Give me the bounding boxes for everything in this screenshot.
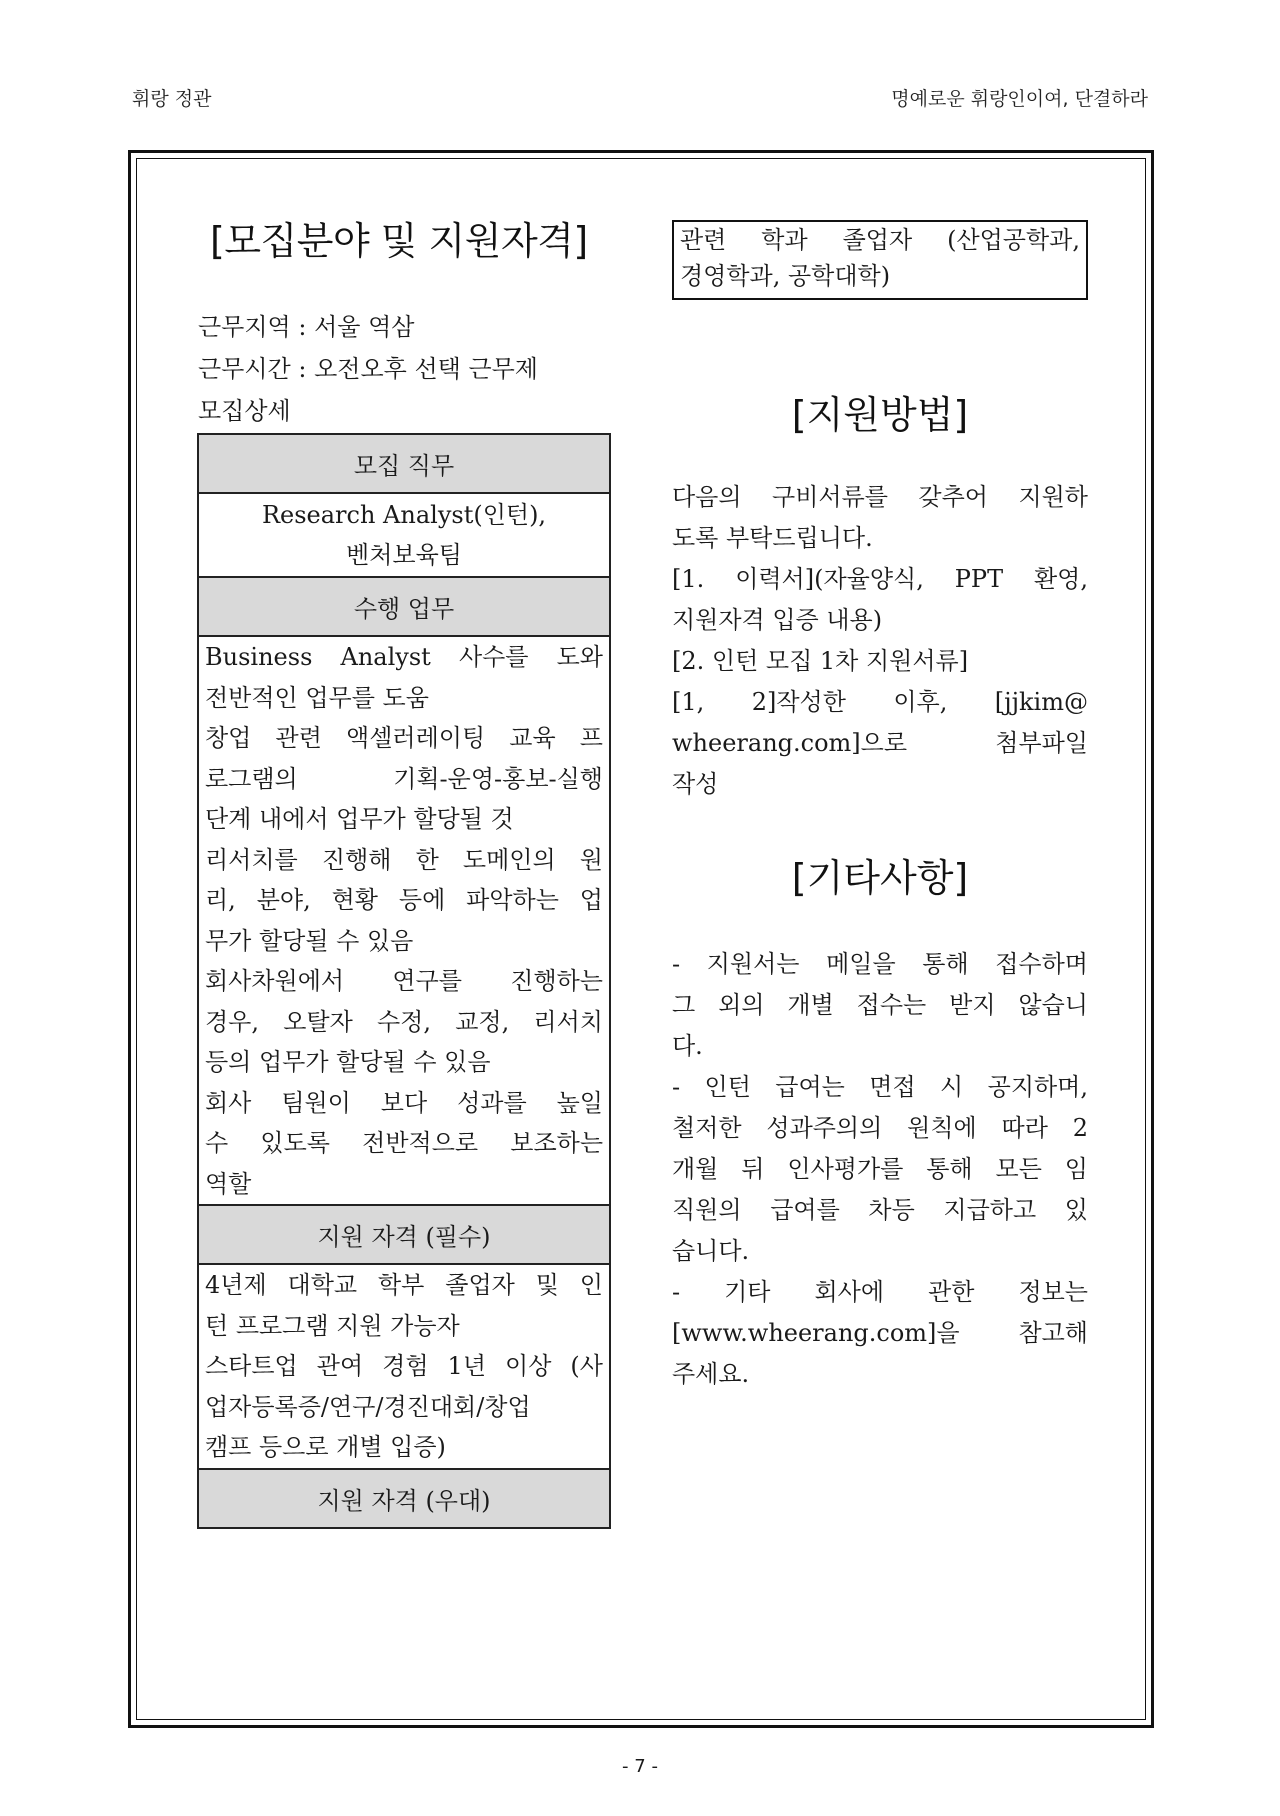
duty-line: 전반적인 업무를 도움 — [205, 683, 429, 712]
duty-line: 회사 팀원이 보다 성과를 높일 — [205, 1088, 603, 1117]
work-location: 근무지역 : 서울 역삼 — [198, 313, 415, 341]
preferred-qualification-box — [672, 220, 1088, 300]
etc-text — [672, 944, 1088, 1395]
etc-line: [www.wheerang.com]을 참고해 — [672, 1319, 1088, 1347]
table-cell-duties — [198, 636, 610, 1205]
duty-line: 등의 업무가 할당될 수 있음 — [205, 1048, 491, 1076]
duty-line: 역할 — [205, 1169, 252, 1198]
section-title-recruitment: [모집분야 및 지원자격] — [210, 219, 588, 263]
method-line: 도록 부탁드립니다. — [672, 524, 873, 552]
etc-line: - 인턴 급여는 면접 시 공지하며, — [672, 1073, 1088, 1101]
work-info — [198, 306, 538, 432]
method-line: [2. 인턴 모집 1차 지원서류] — [672, 647, 969, 675]
table-header-duties: 수행 업무 — [198, 577, 610, 636]
section-title-etc: [기타사항] — [791, 856, 969, 900]
method-line: wheerang.com]으로 첨부파일 — [672, 729, 1088, 757]
header-right: 명예로운 휘랑인이여, 단결하라 — [891, 88, 1148, 110]
work-hours: 근무시간 : 오전오후 선택 근무제 — [198, 355, 538, 383]
method-line: 지원자격 입증 내용) — [672, 606, 883, 634]
etc-line: 철저한 성과주의의 원칙에 따라 2 — [672, 1114, 1088, 1142]
required-line: 턴 프로그램 지원 가능자 — [205, 1311, 460, 1340]
duty-line: 수 있도록 전반적으로 보조하는 — [205, 1129, 603, 1157]
etc-line: 개월 뒤 인사평가를 통해 모든 임 — [672, 1155, 1088, 1183]
required-line: 캠프 등으로 개별 입증) — [205, 1433, 446, 1461]
required-line: 업자등록증/연구/경진대회/창업 — [205, 1392, 531, 1421]
duty-line: Business Analyst 사수를 도와 — [205, 643, 603, 671]
duty-line: 회사차원에서 연구를 진행하는 — [205, 967, 603, 995]
etc-line: 그 외의 개별 접수는 받지 않습니 — [672, 991, 1088, 1019]
etc-line: - 지원서는 메일을 통해 접수하며 — [672, 950, 1088, 978]
page-number: - 7 - — [622, 1756, 658, 1777]
duty-line: 리서치를 진행해 한 도메인의 원 — [205, 845, 603, 874]
method-line: 다음의 구비서류를 갖추어 지원하 — [672, 483, 1088, 511]
duty-line: 로그램의 기획-운영-홍보-실행 — [205, 764, 603, 793]
required-line: 스타트업 관여 경험 1년 이상 (사 — [205, 1352, 603, 1380]
table-header-required: 지원 자격 (필수) — [198, 1205, 610, 1264]
duty-line: 창업 관련 액셀러레이팅 교육 프 — [205, 724, 603, 752]
etc-line: 주세요. — [672, 1360, 750, 1388]
method-line: 작성 — [672, 770, 719, 798]
method-line: [1. 이력서](자율양식, PPT 환영, — [672, 565, 1088, 593]
etc-line: 직원의 급여를 차등 지급하고 있 — [672, 1196, 1088, 1224]
table-cell-required — [198, 1264, 610, 1469]
header-left: 휘랑 정관 — [132, 88, 212, 110]
etc-line: 습니다. — [672, 1237, 750, 1265]
table-header-position: 모집 직무 — [198, 434, 610, 493]
duty-line: 경우, 오탈자 수정, 교정, 리서치 — [205, 1007, 603, 1036]
etc-line: - 기타 회사에 관한 정보는 — [672, 1278, 1088, 1306]
position-line: Research Analyst(인턴), — [261, 501, 547, 529]
preferred-line: 관련 학과 졸업자 (산업공학과, — [680, 226, 1080, 254]
preferred-line: 경영학과, 공학대학) — [680, 262, 891, 290]
method-text — [672, 477, 1088, 805]
method-line: [1, 2]작성한 이후, [jjkim@ — [672, 688, 1088, 716]
recruitment-table — [197, 433, 611, 1529]
section-title-method: [지원방법] — [791, 393, 969, 437]
duty-line: 무가 할당될 수 있음 — [205, 926, 414, 955]
recruit-detail-label: 모집상세 — [198, 397, 291, 425]
duty-line: 리, 분야, 현황 등에 파악하는 업 — [205, 886, 603, 914]
required-line: 4년제 대학교 학부 졸업자 및 인 — [205, 1271, 603, 1299]
etc-line: 다. — [672, 1032, 703, 1060]
duty-line: 단계 내에서 업무가 할당될 것 — [205, 805, 514, 833]
table-cell-position — [198, 493, 610, 577]
table-header-preferred: 지원 자격 (우대) — [198, 1469, 610, 1528]
position-line: 벤처보육팀 — [346, 541, 462, 569]
